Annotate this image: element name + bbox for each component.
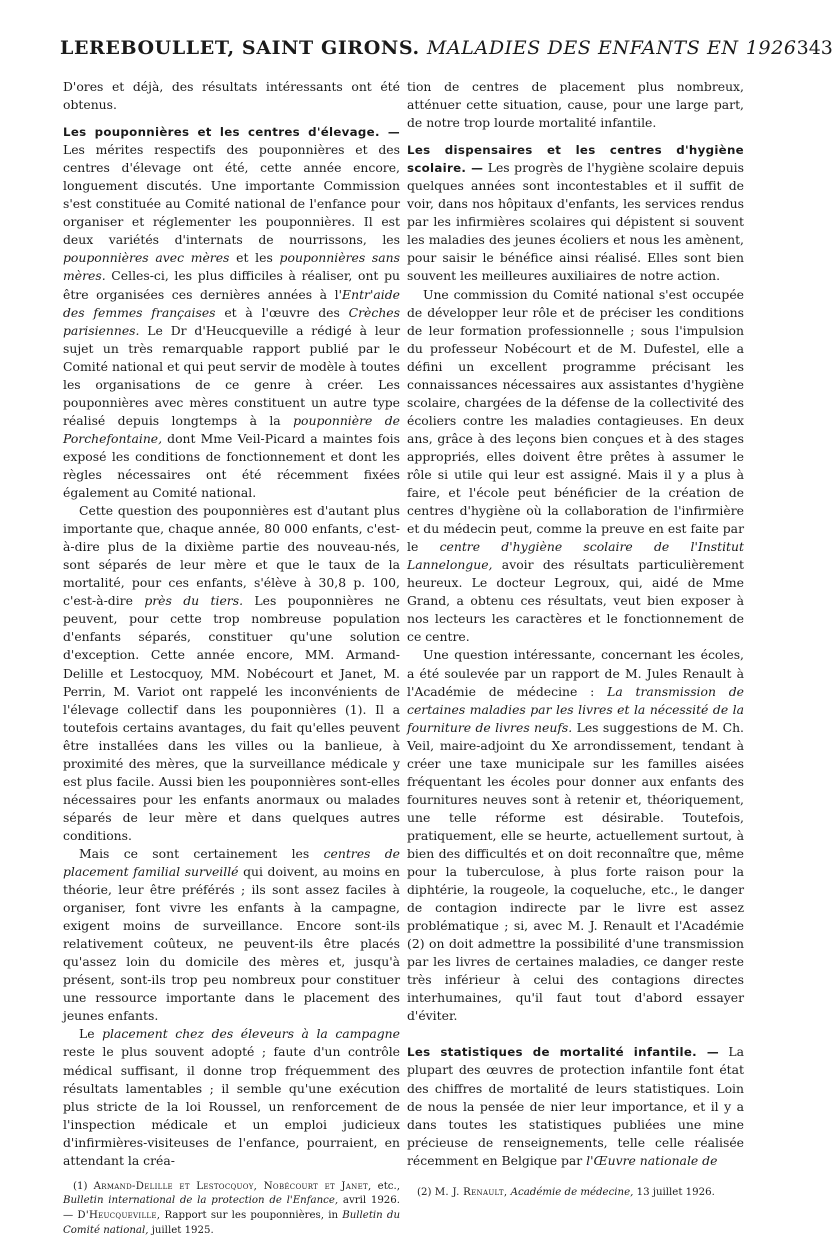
paragraph: D'ores et déjà, des résultats intéressants ont été obtenus. [63, 79, 400, 113]
paragraph: Le placement chez des éleveurs à la campagne reste le plus souvent adopté ; faute d'un contrôle médical suffisant, il donne trop fréquemment des résultats lamentables ; il semble qu'une exécution plus stricte de la loi Roussel, un renforcement de l'inspection médicale et un emploi judicieux d'infirmières-visiteuses de l'enfance, pourraient, en attendant la créa- [63, 1026, 400, 1168]
right-column [407, 78, 744, 1200]
section-heading: Les dispensaires et les centres d'hygiène scolaire. — [407, 143, 744, 176]
header-title: MALADIES DES ENFANTS EN [426, 37, 739, 59]
running-header [60, 37, 833, 71]
header-authors: LEREBOULLET, SAINT GIRONS. [60, 37, 420, 59]
footnote-1: (1) Armand-Delille et Lestocquoy, Nobécourt et Janet, etc., Bulletin international de la protection de l'Enfance, avril 1926. — D'Heucqueville, Rapport sur les pouponnières, in Bulletin du Comité national, juillet 1925. [63, 1180, 401, 1236]
section-heading: Les statistiques de mortalité infantile. — [407, 1045, 719, 1060]
paragraph: tion de centres de placement plus nombreux, atténuer cette situation, cause, pour une large part, de notre trop lourde mortalité infantile. [407, 79, 744, 131]
footnote-2: (2) M. J. Renault, Académie de médecine, 13 juillet 1926. [417, 1186, 715, 1198]
paragraph: Cette question des pouponnières est d'autant plus importante que, chaque année, 80 000 enfants, c'est-à-dire plus de la dixième partie des nouveau-nés, sont séparés de leur mère et que le taux de la mortalité, pour ces enfants, s'élève à 30,8 p. 100, c'est-à-dire près du tiers. Les pouponnières ne peuvent, pour cette trop nombreuse population d'enfants séparés, constituer qu'une solution d'exception. Cette année encore, MM. Armand-Delille et Lestocquoy, MM. Nobécourt et Janet, M. Perrin, M. Variot ont rappelé les inconvénients de l'élevage collectif dans les pouponnières (1). Il a toutefois certains avantages, du fait qu'elles peuvent être installées dans les villes ou la banlieue, à proximité des mères, que la surveillance médicale y est plus facile. Aussi bien les pouponnières sont-elles nécessaires pour les enfants anormaux ou malades séparés de leur mère et dans quelques autres conditions. [63, 503, 400, 843]
running-title [60, 37, 797, 59]
paragraph: Une question intéressante, concernant les écoles, a été soulevée par un rapport de M. Jules Renault à l'Académie de médecine : La transmission de certaines maladies par les livres et la nécessité de la fourniture de livres neufs. Les suggestions de M. Ch. Veil, maire-adjoint du Xe arrondissement, tendant à créer une taxe municipale sur les familles aisées fréquentant les écoles pour donner aux enfants des fournitures neuves sont à retenir et, théoriquement, une telle réforme est désirable. Toutefois, pratiquement, elle se heurte, actuellement surtout, à bien des difficultés et on doit reconnaître que, même pour la tuberculose, à plus forte raison pour la diphtérie, la rougeole, la coqueluche, etc., le danger de contagion indirecte par le livre est assez problématique ; si, avec M. J. Renault et l'Académie (2) on doit admettre la possibilité d'une transmission par les livres de certaines maladies, ce danger reste très inférieur à celui des contagions directes interhumaines, qu'il faut tout d'abord essayer d'éviter. [407, 647, 744, 1024]
header-year: 1926 [745, 37, 797, 59]
section-heading: Les pouponnières et les centres d'élevage. — [63, 125, 400, 140]
section-statistiques: Les statistiques de mortalité infantile. — La plupart des œuvres de protection infantile font état des chiffres de mortalité de leurs statistiques. Loin de nous la pensée de nier leur importance, et il y a dans toutes les statistiques publiées une mine précieuse de renseignements, telle celle réalisée récemment en Belgique par l'Œuvre nationale de [407, 1044, 744, 1168]
section-hygiene-scolaire: Les dispensaires et les centres d'hygiène scolaire. — Les progrès de l'hygiène scolaire depuis quelques années sont incontestables et il suffit de voir, dans nos hôpitaux d'enfants, les services rendus par les infirmières scolaires qui dépistent si souvent les maladies des jeunes écoliers et nous les amènent, pour saisir le bénéfice ainsi réalisé. Elles sont bien souvent les meilleures auxiliaires de notre action. [407, 143, 744, 284]
section-pouponnieres: Les pouponnières et les centres d'élevage. — Les mérites respectifs des pouponnières et des centres d'élevage ont été, cette année encore, longuement discutés. Une importante Commission s'est constituée au Comité national de l'enfance pour organiser et réglementer les pouponnières. Il est deux variétés d'internats de nourrissons, les pouponnières avec mères et les pouponnières sans mères. Celles-ci, les plus difficiles à réaliser, ont pu être organisées ces dernières années à l'Entr'aide des femmes françaises et à l'œuvre des Crèches parisiennes. Le Dr d'Heucqueville a rédigé à leur sujet un très remarquable rapport publié par le Comité national et qui peut servir de modèle à toutes les organisations de ce genre à créer. Les pouponnières avec mères constituent un autre type réalisé depuis longtemps à la pouponnière de Porchefontaine, dont Mme Veil-Picard a maintes fois exposé les conditions de fonctionnement et dont les règles nécessaires ont été récemment fixées également au Comité national. [63, 125, 401, 501]
left-column [63, 78, 400, 1238]
paragraph: Une commission du Comité national s'est occupée de développer leur rôle et de préciser les conditions de leur formation professionnelle ; sous l'impulsion du professeur Nobécourt et de M. Dufestel, elle a défini un excellent programme précisant les connaissances nécessaires aux assistantes d'hygiène scolaire, chargées de la défense de la collectivité des écoliers contre les maladies contagieuses. En deux ans, grâce à des leçons bien conçues et à des stages appropriés, elles doivent être prêtes à assumer le rôle si utile qui leur est assigné. Mais il y a plus à faire, et l'école peut bénéficier de la création de centres d'hygiène où la collaboration de l'infirmière et du médecin peut, comme la preuve en est faite par le centre d'hygiène scolaire de l'Institut Lannelongue, avoir des résultats particulièrement heureux. Le docteur Legroux, qui, aidé de Mme Grand, a obtenu ces résultats, veut bien exposer à nos lecteurs les caractères et le fonctionnement de ce centre. [407, 286, 744, 645]
page-number: 343 [796, 37, 833, 59]
paragraph: Mais ce sont certainement les centres de placement familial surveillé qui doivent, au moins en théorie, leur être préférés ; ils sont assez faciles à organiser, font vivre les enfants à la campagne, exigent moins de surveillance. Encore sont-ils relativement coûteux, ne peuvent-ils être placés qu'assez loin du domicile des mères et, jusqu'à présent, sont-ils trop peu nombreux pour constituer une ressource importante dans le placement des jeunes enfants. [63, 845, 401, 1024]
